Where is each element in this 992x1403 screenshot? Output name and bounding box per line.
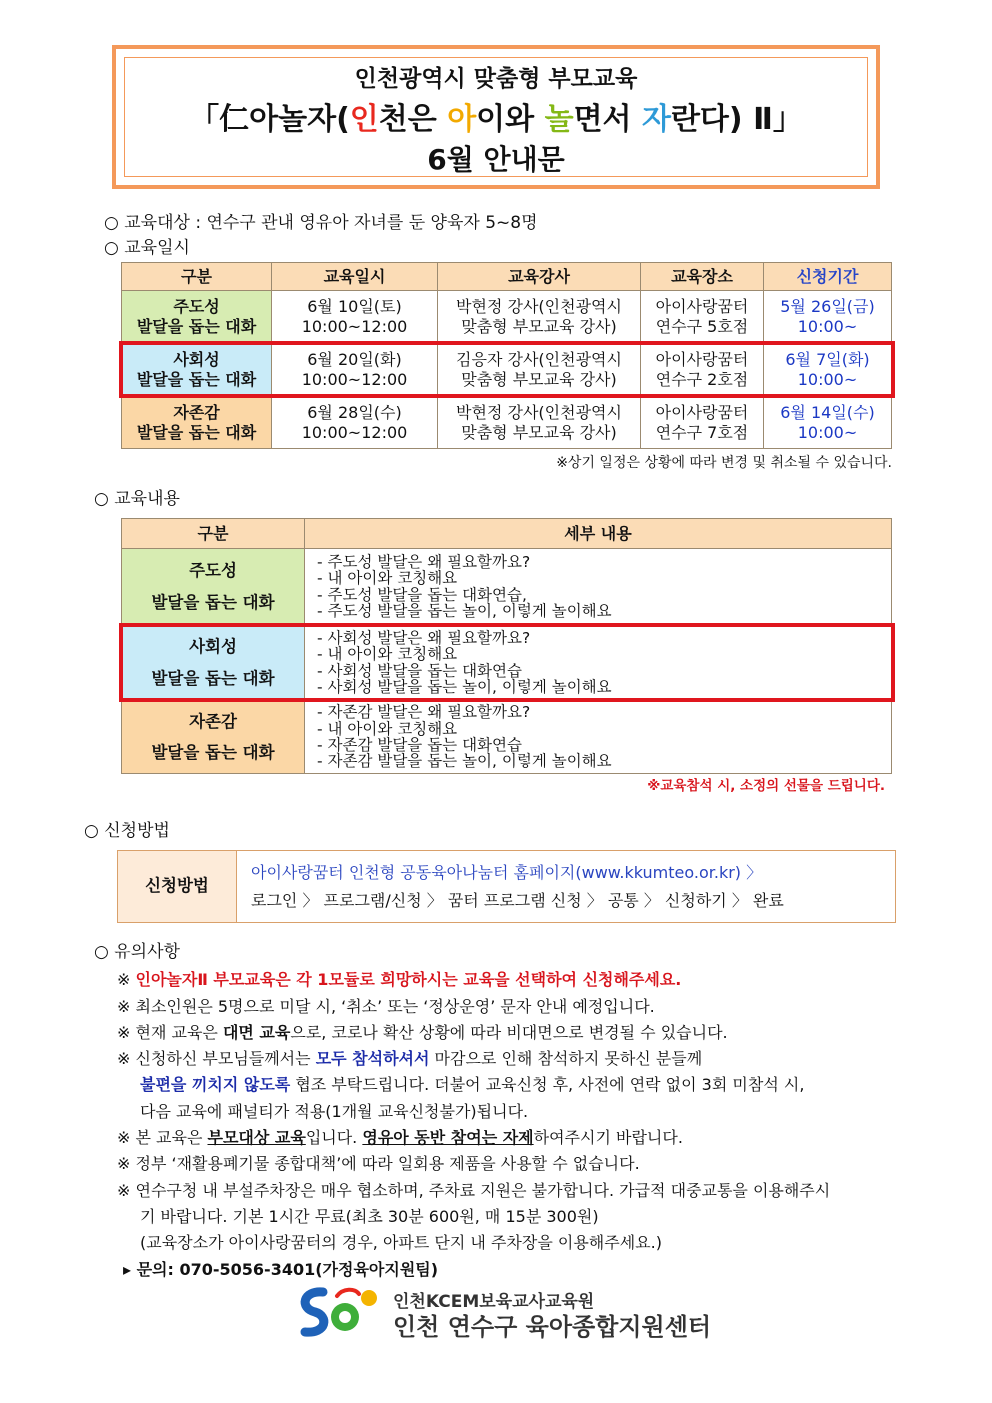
schedule-row xyxy=(122,291,892,344)
notice-1: ※ 인아놀자Ⅱ 부모교육은 각 1모듈로 희망하시는 교육을 선택하여 신청해주세요. xyxy=(117,970,682,989)
col-header: 교육일시 xyxy=(272,263,438,291)
detail-cell: - 주도성 발달은 왜 필요할까요? - 내 아이와 코칭해요 - 주도성 발달을 돕는 대화연습, - 주도성 발달을 돕는 놀이, 이렇게 놀이해요 xyxy=(305,549,892,625)
title-line3: 6월 안내문 xyxy=(427,143,565,176)
notice-4-line2: 불편을 끼치지 않도록 협조 부탁드립니다. 더불어 교육신청 후, 사전에 연락 없이 3회 미참석 시, xyxy=(140,1075,805,1094)
detail-cell: - 자존감 발달은 왜 필요할까요? - 내 아이와 코칭해요 - 자존감 발달을 돕는 대화연습 - 자존감 발달을 돕는 놀이, 이렇게 놀이해요 xyxy=(305,701,892,774)
highlight-box xyxy=(119,623,895,702)
notice-6: ※ 정부 ‘재활용폐기물 종합대책’에 따라 일회용 제품을 사용할 수 없습니다. xyxy=(117,1154,640,1173)
category-cell: 주도성 발달을 돕는 대화 xyxy=(122,549,305,625)
contact-info: ▸ 문의: 070-5056-3401(가정육아지원팀) xyxy=(123,1260,439,1279)
apply-period-cell: 6월 7일(화) 10:00~ xyxy=(764,344,892,397)
content-label: ○ 교육내용 xyxy=(94,489,180,509)
content-header-row xyxy=(122,519,892,549)
notice-5: ※ 본 교육은 부모대상 교육입니다. 영유아 동반 참여는 자제하여주시기 바랍니다. xyxy=(117,1128,683,1147)
notice-2: ※ 최소인원은 5명으로 미달 시, ‘취소’ 또는 ‘정상운영’ 문자 안내 예정입니다. xyxy=(117,997,655,1016)
method-row xyxy=(118,851,896,923)
content-row xyxy=(122,549,892,625)
target-label: ○ 교육대상 : 연수구 관내 영유아 자녀를 둔 양육자 5~8명 xyxy=(104,213,538,233)
lecturer-cell: 박현정 강사(인천광역시 맞춤형 부모교육 강사) xyxy=(438,291,641,344)
lecturer-cell: 박현정 강사(인천광역시 맞춤형 부모교육 강사) xyxy=(438,397,641,449)
method-label: ○ 신청방법 xyxy=(84,821,170,841)
col-header: 구분 xyxy=(122,519,305,549)
date-cell: 6월 28일(수) 10:00~12:00 xyxy=(272,397,438,449)
notice-3: ※ 현재 교육은 대면 교육으로, 코로나 확산 상황에 따라 비대면으로 변경될 수 있습니다. xyxy=(117,1023,728,1042)
schedule-header-row xyxy=(122,263,892,291)
category-cell: 사회성 발달을 돕는 대화 xyxy=(122,344,272,397)
place-cell: 아이사랑꿈터 연수구 2호점 xyxy=(641,344,764,397)
content-note: ※교육참석 시, 소정의 선물을 드립니다. xyxy=(647,778,885,794)
schedule-label: ○ 교육일시 xyxy=(104,238,190,258)
method-table xyxy=(117,850,896,923)
title-line2: 「仁아놀자(인천은 아이와 놀면서 자란다) Ⅱ」 xyxy=(189,102,803,137)
col-header: 교육강사 xyxy=(438,263,641,291)
col-header: 세부 내용 xyxy=(305,519,892,549)
notice-7-line2: 기 바랍니다. 기본 1시간 무료(최초 30분 600원, 매 15분 300원) xyxy=(140,1207,599,1226)
notice-7: ※ 연수구청 내 부설주차장은 매우 협소하며, 주차료 지원은 불가합니다. 가급적 대중교통을 이용해주시 xyxy=(117,1181,831,1200)
category-cell: 주도성 발달을 돕는 대화 xyxy=(122,291,272,344)
logo-title: 인천 연수구 육아종합지원센터 xyxy=(393,1313,712,1341)
title-box xyxy=(124,57,868,177)
date-cell: 6월 20일(화) 10:00~12:00 xyxy=(272,344,438,397)
highlight-box xyxy=(119,341,895,398)
lecturer-cell: 김응자 강사(인천광역시 맞춤형 부모교육 강사) xyxy=(438,344,641,397)
center-logo-icon xyxy=(293,1284,383,1342)
content-row xyxy=(122,701,892,774)
notice-7-line3: (교육장소가 아이사랑꿈터의 경우, 아파트 단지 내 주차장을 이용해주세요.) xyxy=(140,1233,662,1252)
detail-cell: - 사회성 발달은 왜 필요할까요? - 내 아이와 코칭해요 - 사회성 발달을 돕는 대화연습 - 사회성 발달을 돕는 놀이, 이렇게 놀이해요 xyxy=(305,625,892,701)
apply-period-cell: 6월 14일(수) 10:00~ xyxy=(764,397,892,449)
col-header: 신청기간 xyxy=(764,263,892,291)
logo-subtitle: 인천KCEM보육교사교육원 xyxy=(393,1292,595,1312)
method-value-cell: 아이사랑꿈터 인천형 공동육아나눔터 홈페이지(www.kkumteo.or.kr) 〉 로그인 〉 프로그램/신청 〉 꿈터 프로그램 신청 〉 공통 〉 신청하기 〉 완료 xyxy=(237,851,896,923)
schedule-note: ※상기 일정은 상황에 따라 변경 및 취소될 수 있습니다. xyxy=(556,455,892,471)
category-cell: 자존감 발달을 돕는 대화 xyxy=(122,701,305,774)
col-header: 교육장소 xyxy=(641,263,764,291)
place-cell: 아이사랑꿈터 연수구 7호점 xyxy=(641,397,764,449)
col-header: 구분 xyxy=(122,263,272,291)
category-cell: 사회성 발달을 돕는 대화 xyxy=(122,625,305,701)
place-cell: 아이사랑꿈터 연수구 5호점 xyxy=(641,291,764,344)
method-label-cell: 신청방법 xyxy=(118,851,237,923)
title-line1: 인천광역시 맞춤형 부모교육 xyxy=(354,66,638,92)
notice-4: ※ 신청하신 부모님들께서는 모두 참석하셔서 마감으로 인해 참석하지 못하신 분들께 xyxy=(117,1049,703,1068)
schedule-row xyxy=(122,397,892,449)
notice-label: ○ 유의사항 xyxy=(94,942,180,962)
notice-4-line3: 다음 교육에 패널티가 적용(1개월 교육신청불가)됩니다. xyxy=(140,1102,529,1121)
apply-period-cell: 5월 26일(금) 10:00~ xyxy=(764,291,892,344)
date-cell: 6월 10일(토) 10:00~12:00 xyxy=(272,291,438,344)
category-cell: 자존감 발달을 돕는 대화 xyxy=(122,397,272,449)
